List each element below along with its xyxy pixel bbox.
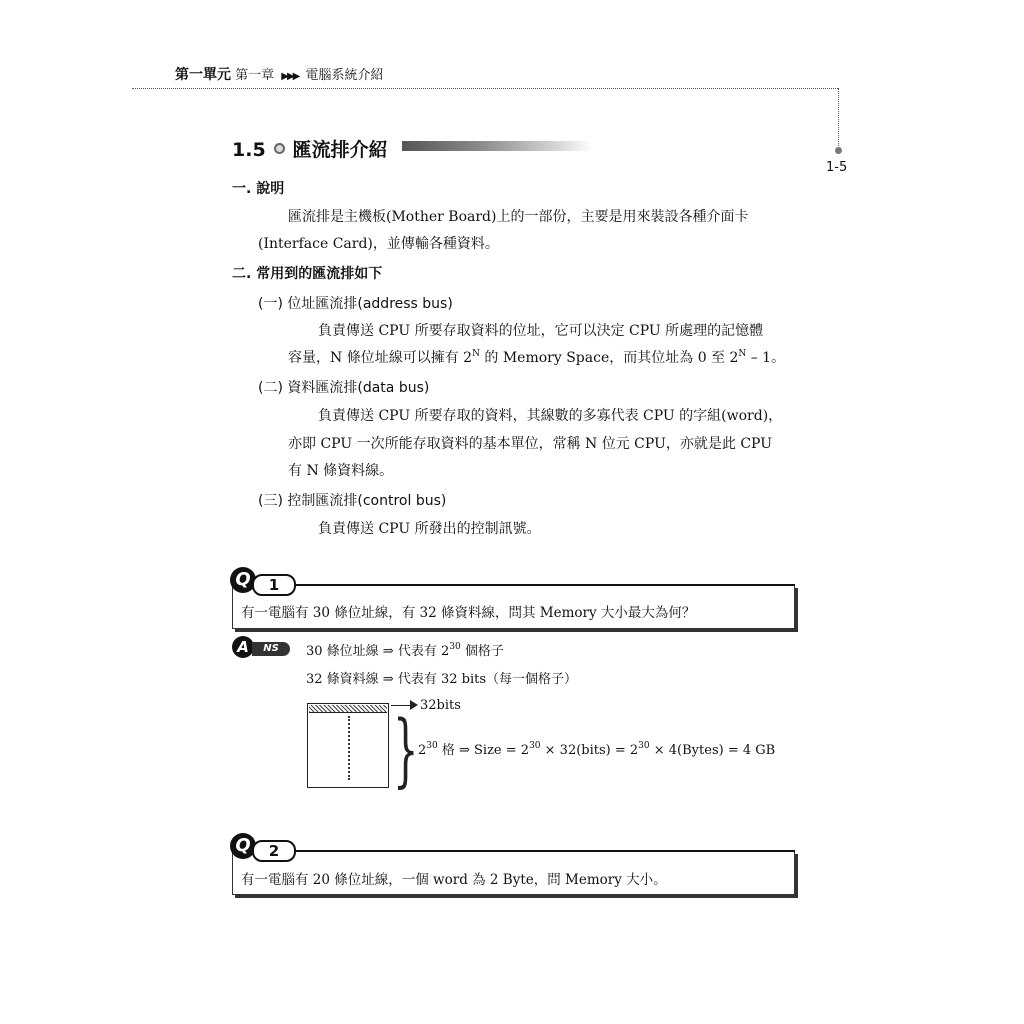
control-bus-heading: (三) 控制匯流排(control bus): [258, 493, 447, 509]
answer-ns-badge: NS: [252, 642, 290, 656]
title-gradient-bar: [402, 141, 592, 151]
q1-text: 有一電腦有 30 條位址線，有 32 條資料線，問其 Memory 大小最大為何？: [241, 605, 696, 621]
q2-q-badge: Q: [230, 833, 256, 859]
address-bus-line1: 負責傳送 CPU 所要存取資料的位址，它可以決定 CPU 所處理的記憶體: [318, 323, 764, 339]
memory-dots: [348, 716, 350, 780]
q1-q-badge: Q: [230, 567, 256, 593]
bullet-icon: [274, 143, 285, 154]
q1-number: 1: [252, 574, 296, 596]
size-formula: $2^{30}$ 格 ⇒ Size = $2^{30}$ × 32(bits) = $2^{30}$ × 4(Bytes) = 4 GB: [418, 741, 776, 758]
answer-a-badge: A: [232, 636, 254, 658]
control-bus-line1: 負責傳送 CPU 所發出的控制訊號。: [318, 521, 541, 537]
memory-top-row: [309, 705, 387, 713]
part2-heading: 二. 常用到的匯流排如下: [232, 266, 383, 282]
unit-label: 第一單元: [175, 67, 231, 83]
part1-heading: 一. 說明: [232, 181, 285, 197]
page-marker-dot: [835, 147, 842, 154]
running-header: [175, 64, 384, 84]
edge-rule: [838, 88, 839, 150]
q2-number: 2: [252, 840, 296, 862]
address-bus-heading: (一) 位址匯流排(address bus): [258, 296, 453, 312]
answer-line2: 32 條資料線 ⇒ 代表有 32 bits（每一個格子）: [306, 672, 578, 687]
data-bus-line2: 亦即 CPU 一次所能存取資料的基本單位，常稱 N 位元 CPU，亦就是此 CPU: [288, 436, 773, 452]
chapter-title: 電腦系統介紹: [305, 68, 384, 83]
data-bus-heading: (二) 資料匯流排(data bus): [258, 380, 430, 396]
page-number: 1-5: [826, 160, 848, 175]
header-rule: [132, 88, 838, 89]
chapter-label: 第一章: [235, 68, 275, 83]
q2-text: 有一電腦有 20 條位址線，一個 word 為 2 Byte，問 Memory 大小。: [241, 872, 667, 888]
section-title: [232, 135, 388, 162]
section-number: 1.5: [232, 139, 266, 161]
answer-line1: 30 條位址線 ⇒ 代表有 $2^{30}$ 個格子: [306, 642, 504, 659]
address-bus-line2: 容量，N 條位址線可以擁有 $2^N$ 的 Memory Space，而其位址為 0 至 $2^N - 1$。: [288, 349, 786, 366]
data-bus-line3: 有 N 條資料線。: [288, 463, 394, 479]
data-bus-line1: 負責傳送 CPU 所要存取的資料，其線數的多寡代表 CPU 的字組(word)，: [318, 408, 783, 424]
brace-icon: }: [393, 703, 419, 796]
bits-label: 32bits: [420, 698, 461, 713]
part1-line1: 匯流排是主機板(Mother Board)上的一部份，主要是用來裝設各種介面卡: [288, 209, 749, 225]
q2-topline: [232, 850, 795, 852]
section-title-text: 匯流排介紹: [292, 139, 388, 161]
chevron-icon: ▶▶▶: [281, 71, 299, 82]
part1-line2: (Interface Card)，並傳輸各種資料。: [258, 236, 499, 252]
q1-topline: [232, 584, 795, 586]
